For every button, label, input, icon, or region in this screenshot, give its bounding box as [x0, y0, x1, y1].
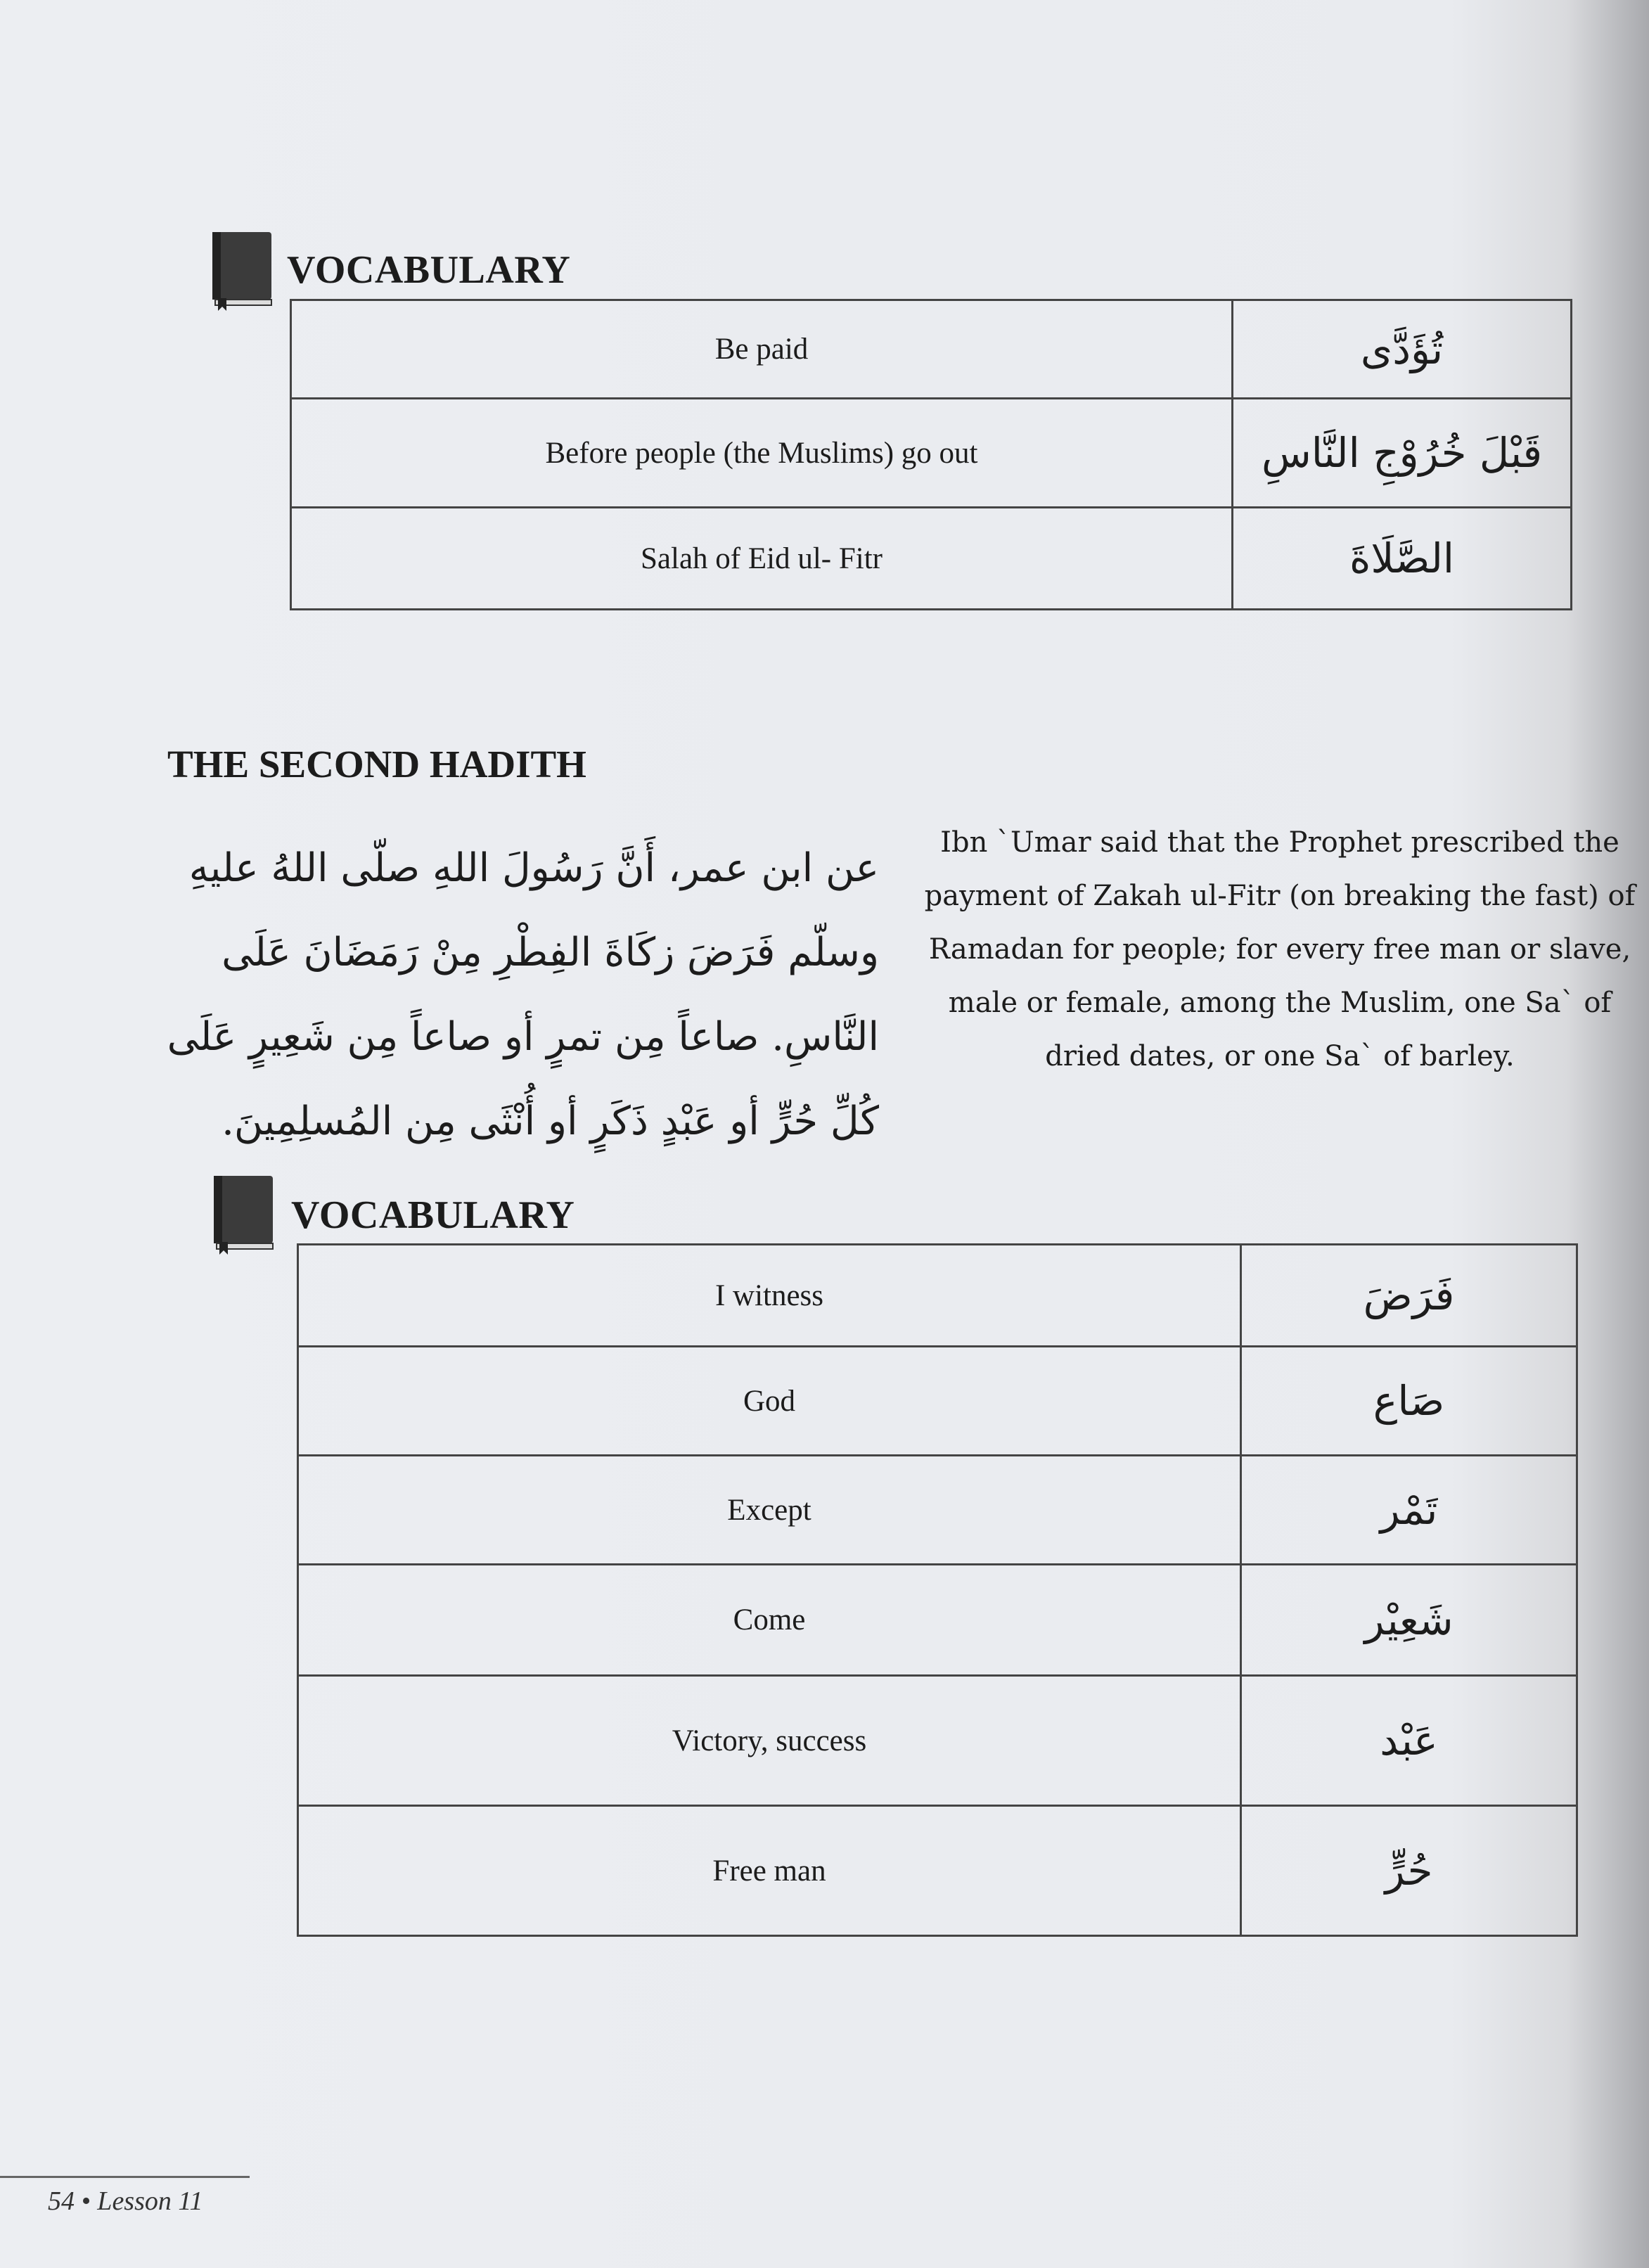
english-meaning: Before people (the Muslims) go out: [291, 399, 1233, 508]
table-row: [298, 1676, 1577, 1806]
vocabulary-heading: VOCABULARY: [291, 1193, 575, 1237]
hadith-arabic-text: عن ابن عمر، أَنَّ رَسُولَ اللهِ صلّى اللهُ عليهِ وسلّم فَرَضَ زكَاةَ الفِطْرِ مِنْ رَمَضَانَ عَلَى النَّاسِ. صاعاً مِن تمرٍ أو صاعاً مِن شَعِيرٍ عَلَى كُلِّ حُرٍّ أو عَبْدٍ ذَكَرٍ أو أُنْثَى مِن المُسلِمِينَ.: [167, 845, 879, 1144]
arabic-word: شَعِيْر: [1241, 1565, 1577, 1676]
table-row: [291, 300, 1572, 399]
table-row: [291, 399, 1572, 508]
english-meaning: Come: [298, 1565, 1241, 1676]
arabic-word: تُؤَدَّى: [1233, 300, 1572, 399]
book-icon: [210, 1173, 277, 1256]
arabic-word: تَمْر: [1241, 1456, 1577, 1565]
table-row: [298, 1245, 1577, 1347]
english-meaning: Victory, success: [298, 1676, 1241, 1806]
english-meaning: I witness: [298, 1245, 1241, 1347]
english-meaning: Except: [298, 1456, 1241, 1565]
arabic-word: الصَّلَاةَ: [1233, 508, 1572, 610]
arabic-word: قَبْلَ خُرُوْجِ النَّاسِ: [1233, 399, 1572, 508]
book-icon: [208, 229, 276, 312]
english-meaning: Be paid: [291, 300, 1233, 399]
arabic-word: صَاع: [1241, 1347, 1577, 1456]
arabic-word: حُرٍّ: [1241, 1806, 1577, 1936]
vocabulary-table: [290, 299, 1572, 610]
footer-rule: [0, 2176, 250, 2178]
table-row: [298, 1347, 1577, 1456]
hadith-translation: Ibn `Umar said that the Prophet prescribed the payment of Zakah ul-Fitr (on breaking the fast) of Ramadan for people; for every free man or slave, male or female, among the Muslim, one Sa` of dried dates, or one Sa` of barley.: [924, 826, 1636, 1072]
english-meaning: God: [298, 1347, 1241, 1456]
arabic-word: عَبْد: [1241, 1676, 1577, 1806]
table-row: [298, 1456, 1577, 1565]
english-meaning: Salah of Eid ul- Fitr: [291, 508, 1233, 610]
hadith-title: THE SECOND HADITH: [167, 743, 586, 786]
english-meaning: Free man: [298, 1806, 1241, 1936]
arabic-word: فَرَضَ: [1241, 1245, 1577, 1347]
table-row: [291, 508, 1572, 610]
table-row: [298, 1565, 1577, 1676]
table-row: [298, 1806, 1577, 1936]
vocabulary-heading: VOCABULARY: [287, 248, 571, 292]
vocabulary-table: [297, 1243, 1578, 1937]
page-footer: 54 • Lesson 11: [48, 2186, 203, 2216]
